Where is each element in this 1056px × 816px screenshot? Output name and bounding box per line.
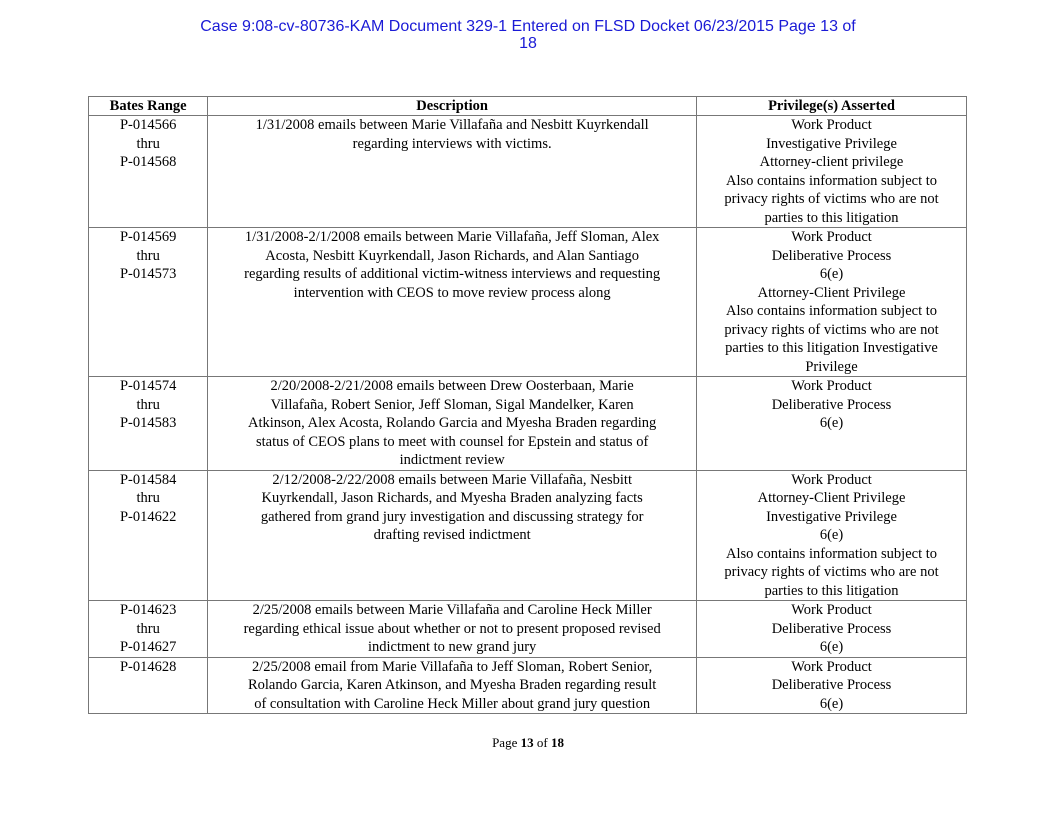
description-line: gathered from grand jury investigation and discussing strategy for bbox=[260, 508, 644, 525]
table-row bbox=[89, 601, 967, 658]
privileges-line: Privilege bbox=[805, 358, 858, 375]
privileges-cell bbox=[697, 228, 967, 377]
description-cell bbox=[208, 377, 697, 471]
footer-total-pages: 18 bbox=[550, 735, 564, 750]
bates-range-cell bbox=[89, 377, 208, 471]
bates-range-cell bbox=[89, 116, 208, 228]
description-cell bbox=[208, 228, 697, 377]
footer-of: of bbox=[536, 735, 548, 750]
description-line: indictment review bbox=[399, 452, 505, 468]
bates-range-line: P-014623 bbox=[119, 602, 177, 618]
privileges-line: Deliberative Process bbox=[771, 620, 892, 637]
bates-range-line: thru bbox=[136, 135, 160, 152]
privileges-line: Attorney-Client Privilege bbox=[757, 490, 906, 506]
description-line: Kuyrkendall, Jason Richards, and Myesha Braden analyzing facts bbox=[261, 490, 643, 506]
bates-range-line: P-014622 bbox=[119, 508, 177, 525]
bates-range-line: P-014566 bbox=[119, 117, 177, 133]
bates-range-line: P-014627 bbox=[119, 639, 177, 655]
privileges-line: privacy rights of victims who are not bbox=[724, 564, 939, 580]
privileges-cell bbox=[697, 116, 967, 228]
description-line: 1/31/2008 emails between Marie Villafaña and Nesbitt Kuyrkendall bbox=[255, 117, 649, 133]
bates-range-cell bbox=[89, 228, 208, 377]
table-body bbox=[89, 116, 967, 714]
privileges-line: Also contains information subject to bbox=[725, 172, 938, 189]
description-line: regarding results of additional victim-witness interviews and requesting bbox=[244, 266, 661, 282]
description-line: 1/31/2008-2/1/2008 emails between Marie Villafaña, Jeff Sloman, Alex bbox=[244, 229, 660, 245]
description-line: Atkinson, Alex Acosta, Rolando Garcia and Myesha Braden regarding bbox=[247, 415, 657, 431]
description-line: drafting revised indictment bbox=[373, 527, 531, 543]
description-line: 2/25/2008 email from Marie Villafaña to Jeff Sloman, Robert Senior, bbox=[251, 658, 653, 675]
bates-range-line: P-014574 bbox=[119, 378, 177, 394]
privileges-line: Investigative Privilege bbox=[766, 508, 897, 525]
privileges-line: 6(e) bbox=[819, 639, 844, 655]
privileges-line: Also contains information subject to bbox=[725, 545, 938, 562]
privileges-line: 6(e) bbox=[819, 695, 844, 712]
description-cell bbox=[208, 470, 697, 601]
column-header-bates-range: Bates Range bbox=[89, 97, 208, 116]
table-row bbox=[89, 470, 967, 601]
footer-current-page: 13 bbox=[520, 735, 534, 750]
bates-range-cell bbox=[89, 601, 208, 658]
privileges-line: privacy rights of victims who are not bbox=[724, 321, 939, 338]
description-cell bbox=[208, 601, 697, 658]
bates-range-line: thru bbox=[136, 620, 160, 637]
table-header-row bbox=[89, 97, 967, 116]
bates-range-cell bbox=[89, 470, 208, 601]
case-header bbox=[0, 18, 1056, 52]
page-footer bbox=[0, 735, 1056, 751]
bates-range-line: thru bbox=[136, 490, 160, 506]
column-header-description: Description bbox=[208, 97, 697, 116]
description-line: regarding ethical issue about whether or not to present proposed revised bbox=[243, 620, 661, 637]
privileges-line: Work Product bbox=[791, 471, 872, 488]
bates-range-line: P-014573 bbox=[119, 266, 177, 282]
case-header-line2: 18 bbox=[519, 35, 537, 52]
privileges-line: parties to this litigation bbox=[764, 209, 899, 226]
bates-range-cell bbox=[89, 657, 208, 714]
bates-range-line: P-014628 bbox=[119, 658, 177, 675]
description-line: 2/25/2008 emails between Marie Villafaña and Caroline Heck Miller bbox=[252, 602, 652, 618]
privileges-line: privacy rights of victims who are not bbox=[724, 191, 939, 207]
bates-range-line: thru bbox=[136, 247, 160, 264]
footer-page-prefix: Page bbox=[492, 735, 518, 750]
privileges-line: Work Product bbox=[791, 378, 872, 394]
bates-range-line: P-014569 bbox=[119, 229, 177, 245]
privileges-line: Deliberative Process bbox=[771, 677, 892, 693]
privileges-line: Deliberative Process bbox=[771, 247, 892, 264]
privileges-line: 6(e) bbox=[819, 527, 844, 543]
table-row bbox=[89, 116, 967, 228]
table-row bbox=[89, 228, 967, 377]
privileges-line: 6(e) bbox=[819, 266, 844, 282]
privileges-line: 6(e) bbox=[819, 415, 844, 431]
privileges-line: Deliberative Process bbox=[771, 396, 892, 413]
table-row bbox=[89, 377, 967, 471]
privilege-log-table bbox=[88, 96, 967, 714]
column-header-privileges-asserted: Privilege(s) Asserted bbox=[697, 97, 967, 116]
description-line: of consultation with Caroline Heck Miller about grand jury question bbox=[254, 695, 651, 712]
description-cell bbox=[208, 657, 697, 714]
privileges-line: Work Product bbox=[791, 658, 872, 675]
description-line: indictment to new grand jury bbox=[367, 639, 537, 655]
table-row bbox=[89, 657, 967, 714]
privileges-cell bbox=[697, 657, 967, 714]
privileges-line: Also contains information subject to bbox=[725, 303, 938, 319]
privileges-cell bbox=[697, 601, 967, 658]
bates-range-line: P-014568 bbox=[119, 154, 177, 170]
privileges-line: Attorney-Client Privilege bbox=[757, 284, 906, 301]
bates-range-line: P-014584 bbox=[119, 471, 177, 488]
bates-range-line: P-014583 bbox=[119, 415, 177, 431]
description-line: Rolando Garcia, Karen Atkinson, and Myesha Braden regarding result bbox=[247, 677, 657, 693]
description-line: Acosta, Nesbitt Kuyrkendall, Jason Richards, and Alan Santiago bbox=[265, 247, 639, 264]
description-line: Villafaña, Robert Senior, Jeff Sloman, Sigal Mandelker, Karen bbox=[270, 396, 634, 413]
privileges-line: parties to this litigation bbox=[764, 582, 899, 599]
description-line: 2/20/2008-2/21/2008 emails between Drew Oosterbaan, Marie bbox=[270, 378, 634, 394]
description-line: status of CEOS plans to meet with counsel for Epstein and status of bbox=[256, 433, 649, 450]
privileges-line: Work Product bbox=[791, 117, 872, 133]
privileges-line: Work Product bbox=[791, 602, 872, 618]
description-cell bbox=[208, 116, 697, 228]
privileges-line: Attorney-client privilege bbox=[759, 154, 904, 170]
privileges-cell bbox=[697, 377, 967, 471]
privileges-line: Work Product bbox=[791, 229, 872, 245]
privileges-line: Investigative Privilege bbox=[766, 135, 897, 152]
description-line: 2/12/2008-2/22/2008 emails between Marie Villafaña, Nesbitt bbox=[272, 471, 632, 488]
description-line: regarding interviews with victims. bbox=[352, 135, 552, 152]
bates-range-line: thru bbox=[136, 396, 160, 413]
privileges-line: parties to this litigation Investigative bbox=[725, 340, 938, 356]
privileges-cell bbox=[697, 470, 967, 601]
description-line: intervention with CEOS to move review process along bbox=[293, 284, 611, 301]
case-header-line1: Case 9:08-cv-80736-KAM Document 329-1 Entered on FLSD Docket 06/23/2015 Page 13 of bbox=[200, 18, 856, 35]
